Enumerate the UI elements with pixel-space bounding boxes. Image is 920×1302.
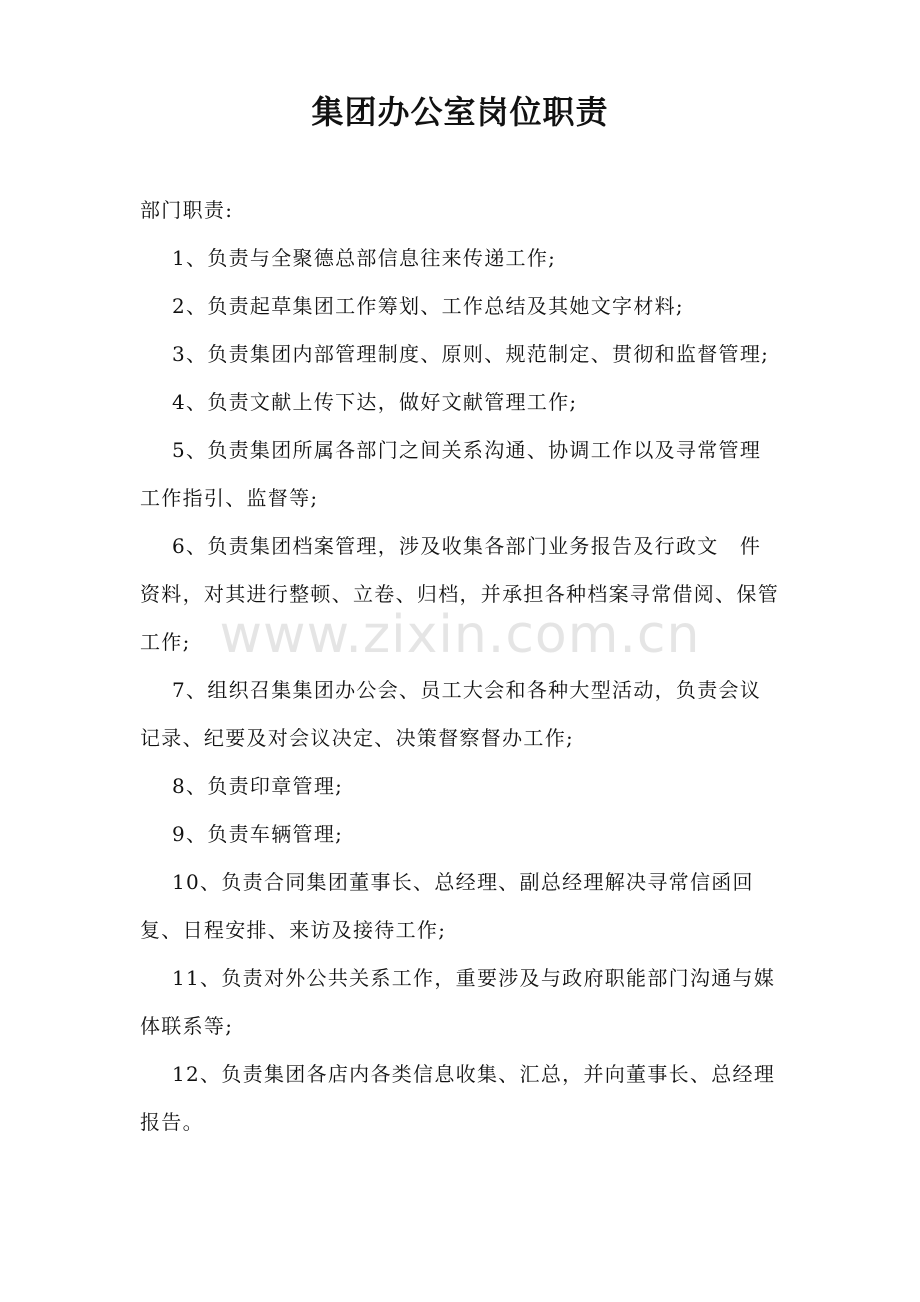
watermark: www.zixin.com.cn [219, 605, 701, 665]
duty-item-6: 6、负责集团档案管理，涉及收集各部门业务报告及行政文 件资料，对其进行整顿、立卷、归档，并承担各种档案寻常借阅、保管工作; [140, 534, 779, 654]
document-title: 集团办公室岗位职责 [311, 93, 609, 131]
duty-item-4: 4、负责文献上传下达，做好文献管理工作; [172, 390, 578, 414]
duty-item-7: 7、组织召集集团办公会、员工大会和各种大型活动，负责会议记录、纪要及对会议决定、决策督察督办工作; [140, 678, 762, 750]
duty-item-2: 2、负责起草集团工作筹划、工作总结及其她文字材料; [172, 294, 684, 318]
section-label: 部门职责: [140, 198, 234, 222]
duty-item-11: 11、负责对外公共关系工作，重要涉及与政府职能部门沟通与媒体联系等; [140, 966, 776, 1038]
duty-item-12: 12、负责集团各店内各类信息收集、汇总，并向董事长、总经理报告。 [140, 1062, 776, 1134]
document-body [140, 186, 780, 1146]
duty-item-3: 3、负责集团内部管理制度、原则、规范制定、贯彻和监督管理; [172, 342, 770, 366]
duty-item-1: 1、负责与全聚德总部信息往来传递工作; [172, 246, 557, 270]
duty-item-8: 8、负责印章管理; [172, 774, 344, 798]
duty-item-5: 5、负责集团所属各部门之间关系沟通、协调工作以及寻常管理工作指引、监督等; [140, 438, 762, 510]
duty-item-10: 10、负责合同集团董事长、总经理、副总经理解决寻常信函回复、日程安排、来访及接待工作; [140, 870, 754, 942]
duty-item-9: 9、负责车辆管理; [172, 822, 344, 846]
